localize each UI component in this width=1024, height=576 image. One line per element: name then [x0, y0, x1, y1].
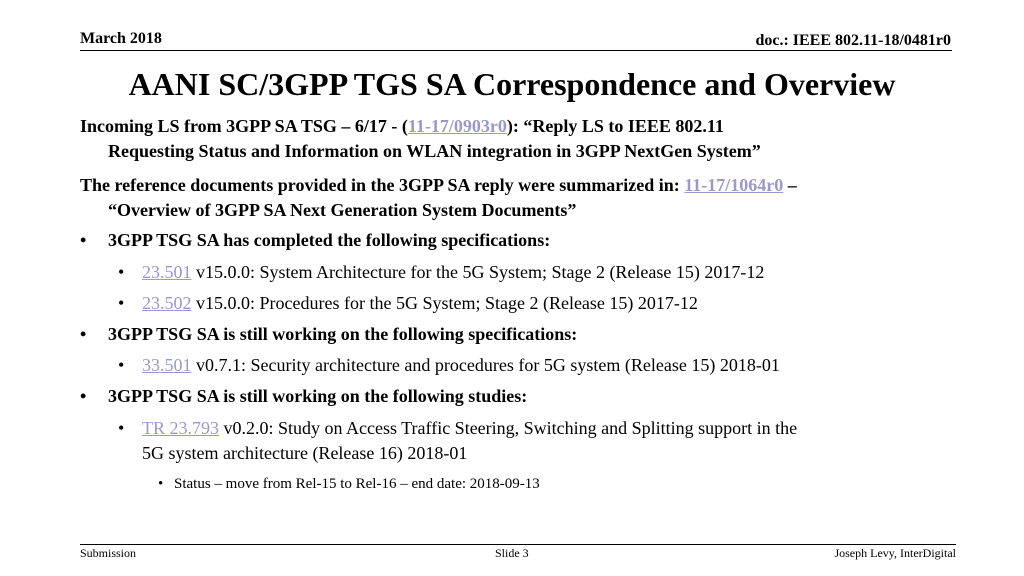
study-desc-tr-23-793: v0.2.0: Study on Access Traffic Steering, Switching and Splitting support in the: [219, 418, 798, 438]
bullet-dot: •: [158, 476, 164, 492]
spec-link-33-501[interactable]: 33.501: [142, 355, 192, 375]
spec-item-23-501: [142, 262, 764, 283]
section-heading-working-studies: 3GPP TSG SA is still working on the following studies:: [108, 386, 528, 406]
section-heading-working-specs: 3GPP TSG SA is still working on the following specifications:: [108, 324, 578, 344]
incoming-doc-link[interactable]: 11-17/0903r0: [407, 116, 507, 136]
incoming-suffix: ): “Reply LS to IEEE 802.11: [506, 116, 724, 136]
section-heading-completed: 3GPP TSG SA has completed the following specifications:: [108, 230, 551, 250]
footer-divider: [80, 544, 956, 545]
spec-item-23-502: [142, 293, 698, 314]
incoming-prefix: Incoming LS from 3GPP SA TSG – 6/17 - (: [80, 116, 408, 136]
footer-submission: Submission: [80, 546, 137, 560]
spec-desc-33-501: v0.7.1: Security architecture and procedures for 5G system (Release 15) 2018-01: [191, 355, 780, 375]
study-status: Status – move from Rel-15 to Rel-16 – end date: 2018-09-13: [174, 476, 540, 492]
spec-desc-23-502: v15.0.0: Procedures for the 5G System; Stage 2 (Release 15) 2017-12: [191, 293, 698, 313]
study-link-tr-23-793[interactable]: TR 23.793: [142, 418, 220, 438]
bullet-dot: •: [80, 386, 87, 406]
spec-link-23-501[interactable]: 23.501: [142, 262, 192, 282]
reference-line2: “Overview of 3GPP SA Next Generation System Documents”: [108, 200, 577, 220]
incoming-ls-paragraph: [80, 114, 960, 164]
reference-doc-link[interactable]: 11-17/1064r0: [684, 175, 784, 195]
footer-author: Joseph Levy, InterDigital: [834, 546, 956, 560]
spec-desc-23-501: v15.0.0: System Architecture for the 5G System; Stage 2 (Release 15) 2017-12: [191, 262, 765, 282]
bullet-dot: •: [118, 293, 125, 313]
bullet-dot: •: [80, 324, 87, 344]
slide-title: AANI SC/3GPP TGS SA Correspondence and Overview: [128, 66, 896, 102]
bullet-dot: •: [118, 355, 125, 375]
bullet-dot: •: [80, 230, 87, 250]
reference-prefix: The reference documents provided in the 3GPP SA reply were summarized in:: [80, 175, 685, 195]
footer-slide-number: Slide 3: [495, 546, 529, 560]
header-date: March 2018: [80, 30, 162, 47]
study-item-tr-23-793: [142, 418, 797, 439]
bullet-dot: •: [118, 262, 125, 282]
study-desc-line2: 5G system architecture (Release 16) 2018-01: [142, 443, 468, 463]
spec-link-23-502[interactable]: 23.502: [142, 293, 192, 313]
reference-suffix: –: [783, 175, 797, 195]
header-doc-id: doc.: IEEE 802.11-18/0481r0: [755, 32, 951, 49]
bullet-dot: •: [118, 418, 125, 438]
reference-paragraph: [80, 173, 960, 223]
spec-item-33-501: [142, 355, 780, 376]
header-divider: [80, 50, 952, 51]
incoming-line2: Requesting Status and Information on WLAN integration in 3GPP NextGen System”: [108, 141, 761, 161]
